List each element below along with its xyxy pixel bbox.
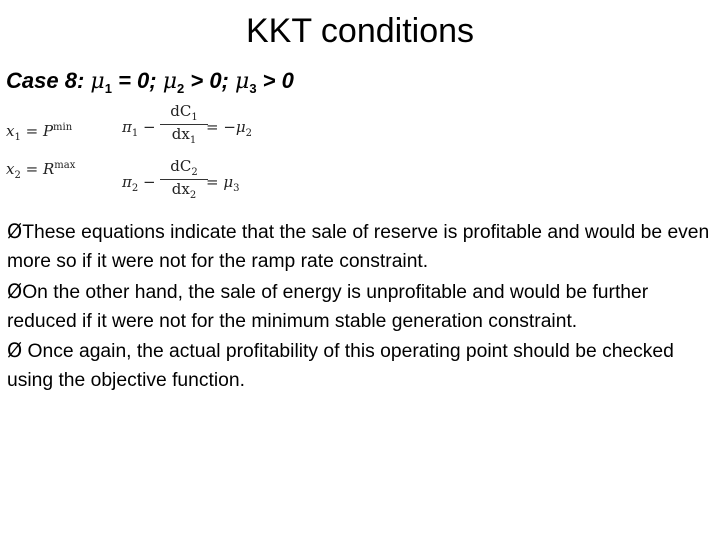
bullet-item	[7, 336, 712, 396]
kkt-equation-1-rhs: = $-\mu_2$	[206, 118, 253, 139]
equation-x1: $x_1 = P^{min}$	[6, 122, 73, 143]
arrow-bullet-icon: Ø	[7, 279, 23, 303]
case-label: Case 8:	[6, 68, 85, 93]
bullet-item	[7, 277, 712, 337]
relation: = 0;	[111, 68, 163, 93]
bullet-text: Once again, the actual profitability of this operating point should be checked using the objective function.	[7, 341, 674, 392]
equation-x2: $x_2 = R^{max}$	[6, 160, 76, 181]
bullet-item	[7, 217, 712, 277]
relation: > 0;	[184, 68, 235, 93]
kkt-equation-2-fraction: $\frac{dC_2}{dx_2}$	[160, 157, 208, 201]
kkt-equation-2-pi: $\pi_2$ −	[122, 173, 156, 194]
kkt-equation-2-rhs: = $\mu_3$	[206, 173, 240, 194]
case-condition-line	[6, 68, 294, 96]
mu-subscript: 3	[249, 81, 257, 96]
bullet-text: These equations indicate that the sale of reserve is profitable and would be even more so if it were not for the ramp rate constraint.	[7, 222, 710, 273]
arrow-bullet-icon: Ø	[7, 339, 23, 363]
slide-title: KKT conditions	[245, 12, 475, 50]
mu-subscript: 1	[104, 81, 112, 96]
arrow-bullet-icon: Ø	[7, 220, 23, 243]
bullet-list	[7, 217, 712, 396]
bullet-text: On the other hand, the sale of energy is unprofitable and would be further reduced if it were not for the minimum stable generation constraint.	[7, 281, 649, 332]
mu-subscript: 2	[177, 81, 185, 96]
kkt-equation-1-fraction: $\frac{dC_1}{dx_1}$	[160, 102, 208, 146]
mu-symbol: μ	[235, 69, 250, 94]
relation: > 0	[256, 68, 294, 93]
mu-symbol: μ	[162, 69, 178, 94]
kkt-equation-1-pi: $\pi_1$ −	[122, 118, 156, 139]
mu-symbol: μ	[90, 69, 105, 94]
